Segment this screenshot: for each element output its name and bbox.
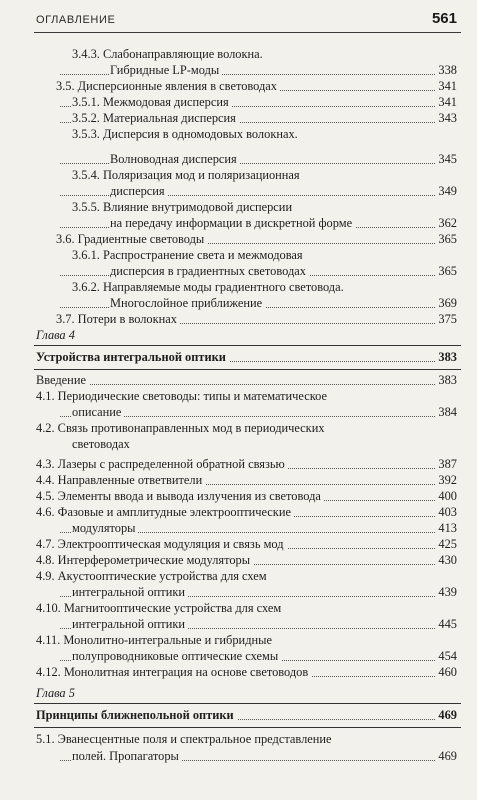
toc-entry-page: 387 bbox=[435, 457, 457, 472]
chapter-rule bbox=[34, 345, 461, 346]
toc-entry-text: 4.2. Связь противонаправленных мод в периодических bbox=[36, 421, 325, 435]
toc-entry bbox=[0, 389, 477, 404]
toc-entry-page: 383 bbox=[435, 350, 457, 365]
toc-entry bbox=[0, 152, 477, 167]
toc-entry bbox=[0, 200, 477, 215]
toc-entry-page: 454 bbox=[435, 649, 457, 664]
header-rule bbox=[34, 32, 461, 33]
toc-entry-text: 4.4. Направленные ответвители bbox=[36, 473, 205, 488]
chapter-rule bbox=[34, 369, 461, 370]
toc-entry-page: 338 bbox=[435, 63, 457, 78]
toc-entry bbox=[0, 248, 477, 263]
toc-entry bbox=[0, 489, 477, 504]
toc-entry bbox=[0, 63, 477, 78]
toc-entry-text: 4.12. Монолитная интеграция на основе световодов bbox=[36, 665, 311, 680]
toc-entry bbox=[0, 633, 477, 648]
toc-entry bbox=[0, 505, 477, 520]
toc-entry-text: 4.11. Монолитно-интегральные и гибридные bbox=[36, 633, 272, 647]
chapter-title bbox=[0, 708, 477, 723]
toc-entry bbox=[0, 95, 477, 110]
toc-entry bbox=[0, 585, 477, 600]
toc-entry bbox=[0, 553, 477, 568]
toc-entry-text: полей. Пропагаторы bbox=[72, 749, 182, 764]
toc-entry-page: 430 bbox=[435, 553, 457, 568]
toc-entry-text: на передачу информации в дискретной форме bbox=[110, 216, 355, 231]
toc-entry bbox=[0, 47, 477, 62]
toc-entry bbox=[0, 232, 477, 247]
toc-entry-text: 3.4.3. Слабонаправляющие волокна. bbox=[72, 47, 263, 61]
toc-entry-text: 3.5. Дисперсионные явления в световодах bbox=[56, 79, 280, 94]
toc-entry-text: модуляторы bbox=[72, 521, 138, 536]
toc-entry bbox=[0, 601, 477, 616]
toc-entry bbox=[0, 732, 477, 747]
chapter-label-text: Глава 4 bbox=[36, 328, 75, 342]
toc-entry-page: 375 bbox=[435, 312, 457, 327]
toc-entry bbox=[0, 280, 477, 295]
toc-entry-text: дисперсия в градиентных световодах bbox=[110, 264, 309, 279]
chapter-title-text: Принципы ближнепольной оптики bbox=[36, 708, 237, 723]
toc-entry-text: 3.6.1. Распространение света и межмодовая bbox=[72, 248, 303, 262]
toc-entry bbox=[0, 473, 477, 488]
toc-entry-page: 413 bbox=[435, 521, 457, 536]
toc-entry-page: 469 bbox=[435, 749, 457, 764]
toc-entry bbox=[0, 312, 477, 327]
toc-entry-text: 3.5.2. Материальная дисперсия bbox=[72, 111, 239, 126]
toc-entry-page: 403 bbox=[435, 505, 457, 520]
toc-entry bbox=[0, 296, 477, 311]
toc-entry-text: 3.6.2. Направляемые моды градиентного световода. bbox=[72, 280, 344, 294]
toc-entry bbox=[0, 437, 477, 452]
toc-entry-page: 369 bbox=[435, 296, 457, 311]
toc-entry-text: 4.5. Элементы ввода и вывода излучения из световода bbox=[36, 489, 324, 504]
toc-entry-page: 445 bbox=[435, 617, 457, 632]
toc-entry-text: Волноводная дисперсия bbox=[110, 152, 240, 167]
toc-entry-text: 4.3. Лазеры с распределенной обратной связью bbox=[36, 457, 288, 472]
toc-entry-text: полупроводниковые оптические схемы bbox=[72, 649, 281, 664]
toc-entry-text: 5.1. Эванесцентные поля и спектральное представление bbox=[36, 732, 332, 746]
toc-entry-text: 4.1. Периодические световоды: типы и математическое bbox=[36, 389, 327, 403]
chapter-label-text: Глава 5 bbox=[36, 686, 75, 700]
toc-entry-text: 3.5.1. Межмодовая дисперсия bbox=[72, 95, 232, 110]
running-header-title: ОГЛАВЛЕНИЕ bbox=[36, 14, 116, 26]
toc-entry-text: 3.5.5. Влияние внутримодовой дисперсии bbox=[72, 200, 293, 214]
toc-entry-page: 349 bbox=[435, 184, 457, 199]
toc-entry bbox=[0, 79, 477, 94]
toc-entry-page: 384 bbox=[435, 405, 457, 420]
toc-entry bbox=[0, 111, 477, 126]
toc-entry bbox=[0, 421, 477, 436]
chapter-rule bbox=[34, 727, 461, 728]
toc-entry bbox=[0, 649, 477, 664]
toc-entry-text: 4.8. Интерферометрические модуляторы bbox=[36, 553, 253, 568]
toc-entry-page: 400 bbox=[435, 489, 457, 504]
toc-entry-page: 460 bbox=[435, 665, 457, 680]
chapter-label bbox=[0, 686, 477, 701]
page-number: 561 bbox=[431, 10, 457, 27]
toc-entry-text: 3.5.3. Дисперсия в одномодовых волокнах. bbox=[72, 127, 298, 141]
toc-entry bbox=[0, 373, 477, 388]
toc-entry bbox=[0, 168, 477, 183]
toc-entry-page: 383 bbox=[435, 373, 457, 388]
toc-entry-page: 392 bbox=[435, 473, 457, 488]
toc-entry bbox=[0, 457, 477, 472]
toc-entry-text: 4.10. Магнитооптические устройства для схем bbox=[36, 601, 282, 615]
toc-entry bbox=[0, 405, 477, 420]
toc-entry bbox=[0, 127, 477, 142]
toc-entry bbox=[0, 216, 477, 231]
toc-entry-text: 3.7. Потери в волокнах bbox=[56, 312, 180, 327]
toc-entry-text: Гибридные LP-моды bbox=[110, 63, 222, 78]
toc-entry-page: 343 bbox=[435, 111, 457, 126]
toc-entry bbox=[0, 569, 477, 584]
chapter-label bbox=[0, 328, 477, 343]
toc-entry bbox=[0, 184, 477, 199]
toc-entry bbox=[0, 537, 477, 552]
toc-entry-text: интегральной оптики bbox=[72, 585, 188, 600]
toc-entry-text: 3.6. Градиентные световоды bbox=[56, 232, 207, 247]
toc-entry-text: Многослойное приближение bbox=[110, 296, 265, 311]
toc-entry-page: 341 bbox=[435, 79, 457, 94]
toc-entry bbox=[0, 617, 477, 632]
toc-entry-text: световодах bbox=[72, 437, 130, 451]
toc-entry-text: 4.6. Фазовые и амплитудные электрооптические bbox=[36, 505, 294, 520]
toc-entry-page: 365 bbox=[435, 232, 457, 247]
toc-entry-text: 3.5.4. Поляризация мод и поляризационная bbox=[72, 168, 300, 182]
toc-entry bbox=[0, 521, 477, 536]
toc-entry-text: 4.9. Акустооптические устройства для схем bbox=[36, 569, 267, 583]
toc-entry-text: 4.7. Электрооптическая модуляция и связь мод bbox=[36, 537, 287, 552]
toc-entry bbox=[0, 665, 477, 680]
chapter-title-text: Устройства интегральной оптики bbox=[36, 350, 229, 365]
toc-entry bbox=[0, 264, 477, 279]
toc-entry-text: Введение bbox=[36, 373, 89, 388]
toc-entry-page: 362 bbox=[435, 216, 457, 231]
toc-entry-page: 365 bbox=[435, 264, 457, 279]
toc-entry-page: 469 bbox=[435, 708, 457, 723]
toc-entry-text: интегральной оптики bbox=[72, 617, 188, 632]
toc-entry bbox=[0, 749, 477, 764]
toc-entry-text: описание bbox=[72, 405, 124, 420]
toc-entry-page: 439 bbox=[435, 585, 457, 600]
toc-entry-page: 345 bbox=[435, 152, 457, 167]
toc-entry-page: 341 bbox=[435, 95, 457, 110]
chapter-rule bbox=[34, 703, 461, 704]
chapter-title bbox=[0, 350, 477, 365]
toc-entry-page: 425 bbox=[435, 537, 457, 552]
toc-entry-text: дисперсия bbox=[110, 184, 168, 199]
